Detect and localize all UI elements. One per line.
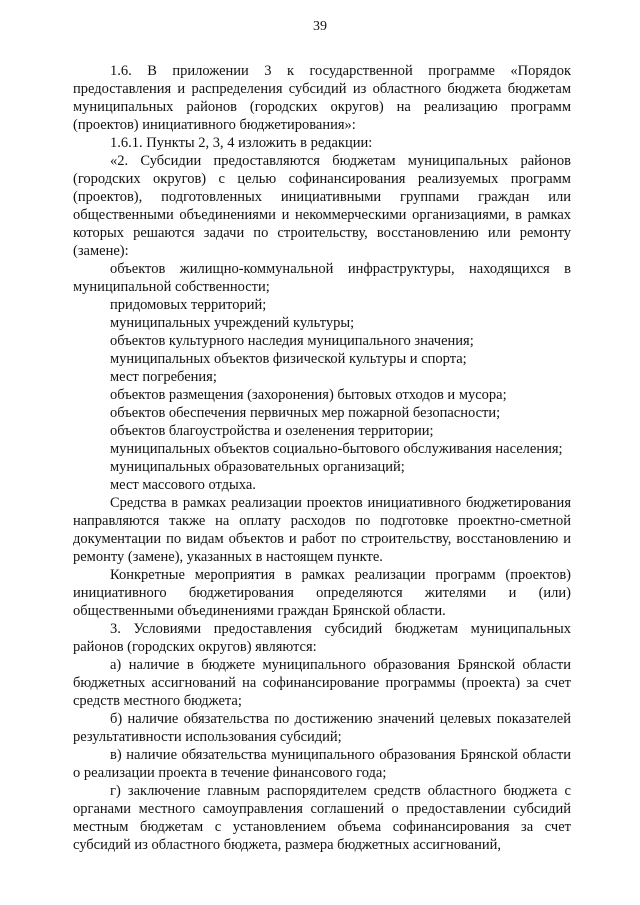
paragraph-section-1-6-1: 1.6.1. Пункты 2, 3, 4 изложить в редакции: — [110, 135, 373, 151]
page-number: 39 — [313, 19, 327, 34]
list-item-fire-safety: объектов обеспечения первичных мер пожарной безопасности; — [110, 405, 501, 421]
list-item-housing: объектов жилищно-коммунальной инфраструктуры, находящихся в муниципальной собственности; — [73, 261, 571, 295]
list-item-burial: мест погребения; — [110, 369, 217, 385]
condition-b: б) наличие обязательства по достижению значений целевых показателей результативности использования субсидий; — [73, 711, 571, 745]
list-item-recreation: мест массового отдыха. — [110, 477, 256, 493]
paragraph-item-3: 3. Условиями предоставления субсидий бюджетам муниципальных районов (городских округов) являются: — [73, 621, 571, 655]
list-item-social-services: муниципальных объектов социально-бытового обслуживания населения; — [110, 441, 563, 457]
list-item-heritage: объектов культурного наследия муниципального значения; — [110, 333, 474, 349]
list-item-yards: придомовых территорий; — [110, 297, 267, 313]
list-item-waste: объектов размещения (захоронения) бытовых отходов и мусора; — [110, 387, 507, 403]
paragraph-activities: Конкретные мероприятия в рамках реализации программ (проектов) инициативного бюджетирования определяются жителями и (или) общественными объединениями граждан Брянской области. — [73, 567, 571, 619]
document-body — [73, 62, 571, 854]
paragraph-section-1-6: 1.6. В приложении 3 к государственной программе «Порядок предоставления и распределения субсидий из областного бюджета бюджетам муниципальных районов (городских округов) на реализацию программ (проектов) инициативного бюджетирования»: — [73, 63, 571, 133]
condition-d: г) заключение главным распорядителем средств областного бюджета с органами местного самоуправления соглашений о предоставлении субсидий местным бюджетам с установлением объема софинансирования за счет субсидий из областного бюджета, размера бюджетных ассигнований, — [73, 783, 571, 853]
condition-a: а) наличие в бюджете муниципального образования Брянской области бюджетных ассигнований на софинансирование программы (проекта) за счет средств местного бюджета; — [73, 657, 571, 709]
list-item-landscaping: объектов благоустройства и озеленения территории; — [110, 423, 434, 439]
condition-c: в) наличие обязательства муниципального образования Брянской области о реализации проекта в течение финансового года; — [73, 747, 571, 781]
paragraph-item-2: «2. Субсидии предоставляются бюджетам муниципальных районов (городских округов) с целью софинансирования реализуемых программ (проектов), подготовленных инициативными группами граждан или общественными объединениями и некоммерческими организациями, в рамках которых решаются задачи по строительству, восстановлению или ремонту (замене): — [73, 153, 571, 259]
list-item-culture: муниципальных учреждений культуры; — [110, 315, 355, 331]
list-item-education: муниципальных образовательных организаций; — [110, 459, 405, 475]
paragraph-funds: Средства в рамках реализации проектов инициативного бюджетирования направляются также на оплату расходов по подготовке проектно-сметной документации по видам объектов и работ по строительству, восстановлению и ремонту (замене), указанных в настоящем пункте. — [73, 495, 571, 565]
list-item-sports: муниципальных объектов физической культуры и спорта; — [110, 351, 467, 367]
